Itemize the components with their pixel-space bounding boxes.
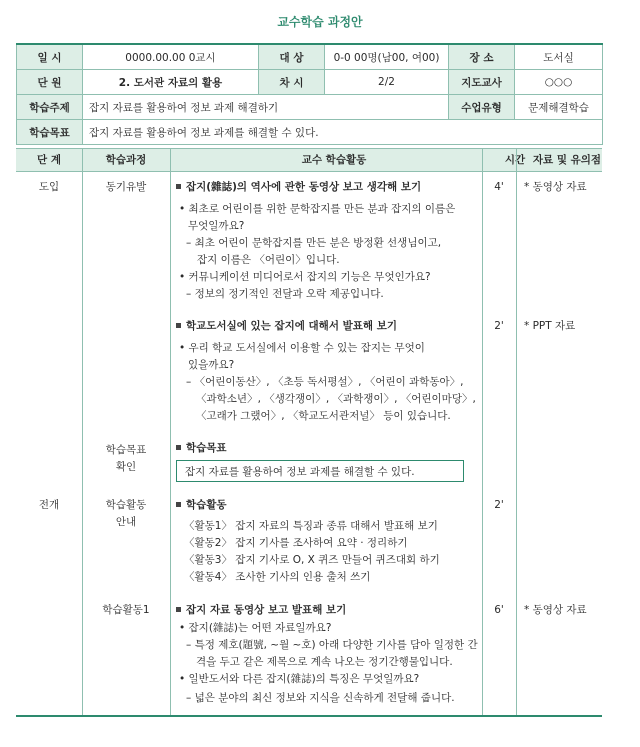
teacher-label: 지도교사 — [449, 70, 515, 95]
block5-line: • 일반도서와 다른 잡지(雜誌)의 특징은 무엇일까요? — [179, 673, 420, 685]
date-value: 0000.00.00 0교시 — [83, 44, 259, 70]
square-bullet-icon — [176, 184, 181, 189]
block5-line: – 특정 제호(題號, ~월 ~호) 아래 다양한 기사를 담아 일정한 간 — [186, 639, 478, 651]
stage-development: 전개 — [38, 499, 60, 511]
info-row — [17, 70, 603, 95]
block1-line: • 커뮤니케이션 미디어로서 잡지의 기능은 무엇인가요? — [179, 271, 431, 283]
process-activity1: 학습활동1 — [102, 604, 150, 616]
material-header: 자료 및 유의점 — [532, 154, 602, 166]
block2-title-text: 학교도서실에 있는 잡지에 대해서 발표해 보기 — [186, 320, 397, 332]
learning-goal-box: 잡지 자료를 활용하여 정보 과제를 해결할 수 있다. — [176, 460, 464, 482]
block5-line: • 잡지(雜誌)는 어떤 자료일까요? — [179, 622, 332, 634]
block3-title-text: 학습목표 — [186, 442, 227, 454]
block1-material: * 동영상 자료 — [524, 181, 587, 193]
block1-line: 잡지 이름은 〈어린이〉입니다. — [197, 254, 340, 266]
block5-line: – 넓은 분야의 최신 정보와 지식을 신속하게 전달해 줍니다. — [186, 692, 455, 704]
process-activity-guide: 안내 — [115, 516, 137, 528]
block2-line: 있을까요? — [188, 359, 235, 371]
session-label: 차 시 — [259, 70, 325, 95]
block5-title — [176, 602, 346, 619]
block4-title — [176, 497, 227, 514]
class-type-label: 수업유형 — [449, 95, 515, 120]
square-bullet-icon — [176, 607, 181, 612]
square-bullet-icon — [176, 502, 181, 507]
place-label: 장 소 — [449, 44, 515, 70]
date-label: 일 시 — [17, 44, 83, 70]
target-label: 대 상 — [259, 44, 325, 70]
process-header: 학습과정 — [105, 154, 147, 166]
block1-line: 무엇일까요? — [188, 220, 245, 232]
block5-material: * 동영상 자료 — [524, 604, 587, 616]
unit-value: 2. 도서관 자료의 활용 — [83, 70, 259, 95]
block4-line: 〈활동3〉 잡지 기사로 O, X 퀴즈 만들어 퀴즈대회 하기 — [184, 554, 440, 566]
target-value: 0-0 00명(남00, 여00) — [325, 44, 449, 70]
square-bullet-icon — [176, 445, 181, 450]
time-header: 시간 — [504, 154, 526, 166]
lesson-info-table — [16, 43, 603, 145]
block2-time: 2' — [494, 320, 504, 332]
topic-label: 학습주제 — [17, 95, 83, 120]
square-bullet-icon — [176, 323, 181, 328]
objective-label: 학습목표 — [17, 120, 83, 145]
table-bottom-rule — [16, 715, 602, 717]
topic-value: 잡지 자료를 활용하여 정보 과제 해결하기 — [83, 95, 449, 120]
block5-title-text: 잡지 자료 동영상 보고 발표해 보기 — [186, 604, 347, 616]
stage-intro: 도입 — [38, 181, 60, 193]
block2-line: • 우리 학교 도서실에서 이용할 수 있는 잡지는 무엇이 — [179, 342, 425, 354]
session-value: 2/2 — [325, 70, 449, 95]
activity-header: 교수 학습활동 — [301, 154, 367, 166]
stage-header: 단 계 — [37, 154, 61, 166]
process-goal-check: 확인 — [115, 461, 137, 473]
block2-line: 〈고래가 그랬어〉, 〈학교도서관저널〉 등이 있습니다. — [196, 410, 451, 422]
process-activity-guide: 학습활동 — [105, 499, 147, 511]
block1-time: 4' — [494, 181, 504, 193]
column-divider — [516, 148, 517, 716]
block4-line: 〈활동4〉 조사한 기사의 인용 출처 쓰기 — [184, 571, 371, 583]
block1-title — [176, 179, 421, 196]
column-divider — [170, 148, 171, 716]
block2-material: * PPT 자료 — [524, 320, 576, 332]
unit-label: 단 원 — [17, 70, 83, 95]
block4-line: 〈활동1〉 잡지 자료의 특징과 종류 대해서 발표해 보기 — [184, 520, 438, 532]
info-row — [17, 95, 603, 120]
column-divider — [482, 148, 483, 716]
info-row — [17, 120, 603, 145]
class-type-value: 문제해결학습 — [515, 95, 603, 120]
block1-title-text: 잡지(雜誌)의 역사에 관한 동영상 보고 생각해 보기 — [186, 181, 422, 193]
document-title: 교수학습 과정안 — [277, 15, 363, 29]
block1-line: – 최초 어린이 문학잡지를 만든 분은 방정환 선생님이고, — [186, 237, 442, 249]
info-row — [17, 44, 603, 70]
block4-time: 2' — [494, 499, 504, 511]
block1-line: – 정보의 정기적인 전달과 오락 제공입니다. — [186, 288, 384, 300]
process-goal-check: 학습목표 — [105, 444, 147, 456]
block5-line: 격을 두고 같은 제목으로 계속 나오는 정기간행물입니다. — [196, 656, 453, 668]
process-motivation: 동기유발 — [105, 181, 147, 193]
objective-value: 잡지 자료를 활용하여 정보 과제를 해결할 수 있다. — [83, 120, 603, 145]
block2-line: – 〈어린이동산〉, 〈초등 독서평설〉, 〈어린이 과학동아〉, — [186, 376, 464, 388]
place-value: 도서실 — [515, 44, 603, 70]
activity-table-header — [16, 148, 602, 172]
block4-line: 〈활동2〉 잡지 기사를 조사하여 요약 · 정리하기 — [184, 537, 408, 549]
block4-title-text: 학습활동 — [186, 499, 227, 511]
block2-title — [176, 318, 397, 335]
block5-time: 6' — [494, 604, 504, 616]
block2-line: 〈과학소년〉, 〈생각쟁이〉, 〈과학쟁이〉, 〈어린이마당〉, — [196, 393, 476, 405]
teacher-value: ○○○ — [515, 70, 603, 95]
block1-line: • 최초로 어린이를 위한 문학잡지를 만든 분과 잡지의 이름은 — [179, 203, 456, 215]
column-divider — [82, 148, 83, 716]
block3-title — [176, 440, 227, 457]
